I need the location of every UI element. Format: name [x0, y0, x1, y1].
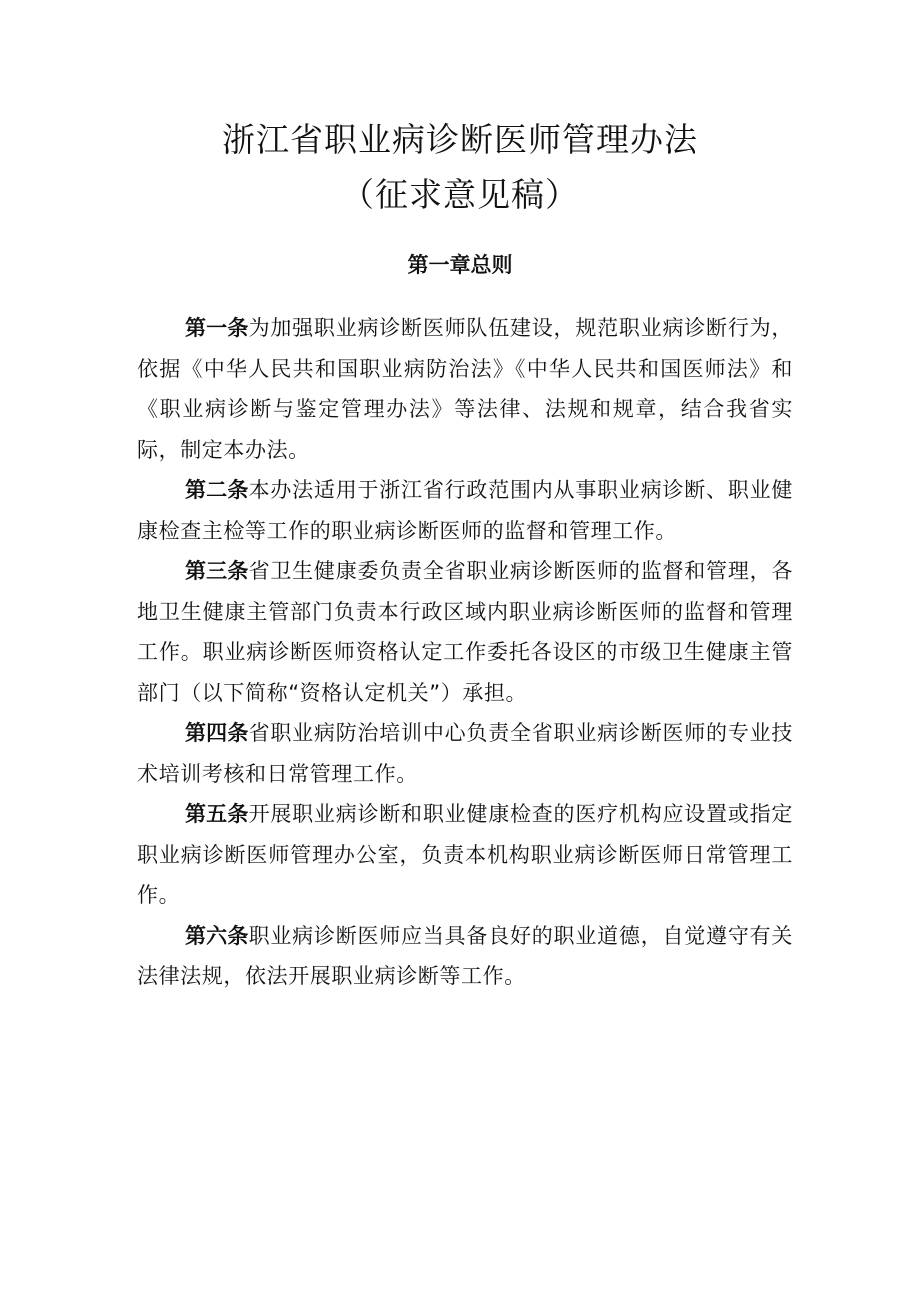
article-3 [137, 551, 793, 713]
article-1 [137, 308, 793, 470]
article-text: 为加强职业病诊断医师队伍建设，规范职业病诊断行为，依据《中华人民共和国职业病防治法》《中华人民共和国医师法》和《职业病诊断与鉴定管理办法》等法律、法规和规章，结合我省实际，制定本办法。 [137, 316, 794, 462]
article-label: 第二条 [185, 478, 249, 502]
article-6 [137, 916, 793, 997]
article-text: 本办法适用于浙江省行政范围内从事职业病诊断、职业健康检查主检等工作的职业病诊断医师的监督和管理工作。 [137, 478, 794, 543]
document-title: 浙江省职业病诊断医师管理办法 [222, 120, 698, 159]
article-label: 第五条 [185, 802, 249, 826]
article-5 [137, 794, 793, 916]
article-label: 第六条 [185, 923, 249, 948]
article-2 [137, 470, 793, 551]
article-text: 省职业病防治培训中心负责全省职业病诊断医师的专业技术培训考核和日常管理工作。 [137, 721, 794, 786]
article-4 [137, 713, 793, 794]
article-text: 职业病诊断医师应当具备良好的职业道德，自觉遵守有关法律法规，依法开展职业病诊断等工作。 [137, 923, 794, 988]
article-text: 省卫生健康委负责全省职业病诊断医师的监督和管理，各地卫生健康主管部门负责本行政区域内职业病诊断医师的监督和管理工作。职业病诊断医师资格认定工作委托各设区的市级卫生健康主管部门（以下简称“资格认定机关”）承担。 [137, 559, 794, 705]
article-label: 第三条 [185, 559, 249, 583]
document-body [137, 308, 793, 997]
document-subtitle: （征求意见稿） [341, 175, 579, 214]
article-label: 第四条 [185, 721, 249, 745]
article-text: 开展职业病诊断和职业健康检查的医疗机构应设置或指定职业病诊断医师管理办公室，负责本机构职业病诊断医师日常管理工作。 [137, 802, 794, 907]
article-label: 第一条 [185, 316, 249, 340]
chapter-heading: 第一章总则 [407, 253, 513, 277]
